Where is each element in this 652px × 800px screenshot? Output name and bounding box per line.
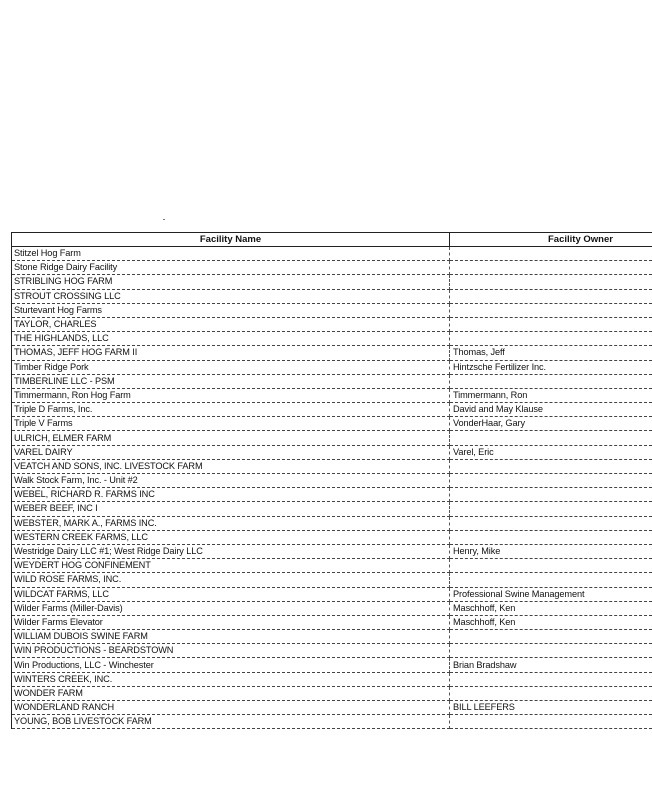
facility-name-cell: Stitzel Hog Farm [12, 247, 450, 261]
facility-owner-cell [450, 289, 652, 303]
table-row [12, 615, 652, 629]
facility-owner-cell: BILL LEEFERS [450, 701, 652, 715]
facility-owner-cell [450, 672, 652, 686]
table-row [12, 388, 652, 402]
table-row [12, 346, 652, 360]
facility-name-cell: Triple D Farms, Inc. [12, 403, 450, 417]
facility-owner-cell [450, 275, 652, 289]
facility-owner-cell [450, 374, 652, 388]
table-row [12, 459, 652, 473]
facility-owner-cell [450, 502, 652, 516]
table-row [12, 530, 652, 544]
facility-name-cell: Stone Ridge Dairy Facility [12, 261, 450, 275]
facility-name-cell: STRIBLING HOG FARM [12, 275, 450, 289]
facility-name-cell: Walk Stock Farm, Inc. - Unit #2 [12, 474, 450, 488]
facility-name-cell: WILLIAM DUBOIS SWINE FARM [12, 630, 450, 644]
facility-owner-cell: Professional Swine Management [450, 587, 652, 601]
table-row [12, 601, 652, 615]
facility-owner-cell: Maschhoff, Ken [450, 615, 652, 629]
facility-owner-cell: Brian Bradshaw [450, 658, 652, 672]
facility-name-cell: WEBER BEEF, INC I [12, 502, 450, 516]
facility-owner-cell [450, 559, 652, 573]
table-row [12, 303, 652, 317]
facility-owner-cell [450, 573, 652, 587]
facility-name-cell: YOUNG, BOB LIVESTOCK FARM [12, 715, 450, 729]
facility-owner-cell: Varel, Eric [450, 445, 652, 459]
facility-name-cell: TAYLOR, CHARLES [12, 317, 450, 331]
facility-owner-cell [450, 644, 652, 658]
table-row [12, 630, 652, 644]
facility-name-cell: TIMBERLINE LLC - PSM [12, 374, 450, 388]
table-row [12, 658, 652, 672]
facility-owner-cell [450, 317, 652, 331]
facility-owner-cell: Thomas, Jeff [450, 346, 652, 360]
facility-owner-cell [450, 303, 652, 317]
facility-name-cell: WILDCAT FARMS, LLC [12, 587, 450, 601]
table-row [12, 488, 652, 502]
facility-name-cell: WESTERN CREEK FARMS, LLC [12, 530, 450, 544]
table-row [12, 317, 652, 331]
table-row [12, 715, 652, 729]
facility-name-cell: Wilder Farms (Miller-Davis) [12, 601, 450, 615]
facility-name-cell: Win Productions, LLC - Winchester [12, 658, 450, 672]
facility-name-cell: Triple V Farms [12, 417, 450, 431]
table-row [12, 332, 652, 346]
facility-owner-cell [450, 261, 652, 275]
facility-owner-cell: VonderHaar, Gary [450, 417, 652, 431]
facility-owner-cell [450, 516, 652, 530]
facility-name-cell: WONDERLAND RANCH [12, 701, 450, 715]
facility-name-cell: WILD ROSE FARMS, INC. [12, 573, 450, 587]
table-row [12, 417, 652, 431]
table-row [12, 502, 652, 516]
column-header-facility-owner: Facility Owner [450, 233, 652, 247]
table-row [12, 587, 652, 601]
facility-name-cell: ULRICH, ELMER FARM [12, 431, 450, 445]
table-row [12, 275, 652, 289]
table-row [12, 686, 652, 700]
facility-owner-cell [450, 488, 652, 502]
facility-owner-cell [450, 459, 652, 473]
table-body [12, 247, 652, 729]
facility-name-cell: THOMAS, JEFF HOG FARM II [12, 346, 450, 360]
facility-name-cell: WIN PRODUCTIONS - BEARDSTOWN [12, 644, 450, 658]
table-row [12, 672, 652, 686]
facility-owner-cell: Maschhoff, Ken [450, 601, 652, 615]
facility-table [11, 232, 652, 729]
facility-owner-cell [450, 431, 652, 445]
table-row [12, 644, 652, 658]
facility-owner-cell [450, 474, 652, 488]
facility-owner-cell: Timmermann, Ron [450, 388, 652, 402]
table-row [12, 445, 652, 459]
table-row [12, 474, 652, 488]
table-row [12, 247, 652, 261]
table-row [12, 374, 652, 388]
facility-owner-cell: Hintzsche Fertilizer Inc. [450, 360, 652, 374]
table-row [12, 403, 652, 417]
facility-name-cell: WONDER FARM [12, 686, 450, 700]
table-row [12, 516, 652, 530]
facility-name-cell: WINTERS CREEK, INC. [12, 672, 450, 686]
table-row [12, 544, 652, 558]
facility-name-cell: WEYDERT HOG CONFINEMENT [12, 559, 450, 573]
facility-owner-cell [450, 530, 652, 544]
facility-owner-cell [450, 247, 652, 261]
facility-owner-cell [450, 686, 652, 700]
table-header-row [12, 233, 652, 247]
facility-owner-cell: Henry, Mike [450, 544, 652, 558]
table-row [12, 289, 652, 303]
facility-name-cell: Westridge Dairy LLC #1; West Ridge Dairy LLC [12, 544, 450, 558]
facility-name-cell: WEBSTER, MARK A., FARMS INC. [12, 516, 450, 530]
table-row [12, 701, 652, 715]
table-row [12, 261, 652, 275]
table-row [12, 360, 652, 374]
facility-name-cell: Timmermann, Ron Hog Farm [12, 388, 450, 402]
facility-name-cell: Wilder Farms Elevator [12, 615, 450, 629]
column-header-facility-name: Facility Name [12, 233, 450, 247]
facility-name-cell: THE HIGHLANDS, LLC [12, 332, 450, 346]
table-row [12, 431, 652, 445]
facility-owner-cell [450, 630, 652, 644]
table-row [12, 573, 652, 587]
facility-name-cell: Sturtevant Hog Farms [12, 303, 450, 317]
facility-name-cell: VAREL DAIRY [12, 445, 450, 459]
facility-owner-cell [450, 715, 652, 729]
facility-name-cell: VEATCH AND SONS, INC. LIVESTOCK FARM [12, 459, 450, 473]
table-row [12, 559, 652, 573]
facility-name-cell: Timber Ridge Pork [12, 360, 450, 374]
facility-name-cell: STROUT CROSSING LLC [12, 289, 450, 303]
facility-name-cell: WEBEL, RICHARD R. FARMS INC [12, 488, 450, 502]
scan-speck [163, 219, 165, 220]
facility-owner-cell [450, 332, 652, 346]
facility-owner-cell: David and May Klause [450, 403, 652, 417]
